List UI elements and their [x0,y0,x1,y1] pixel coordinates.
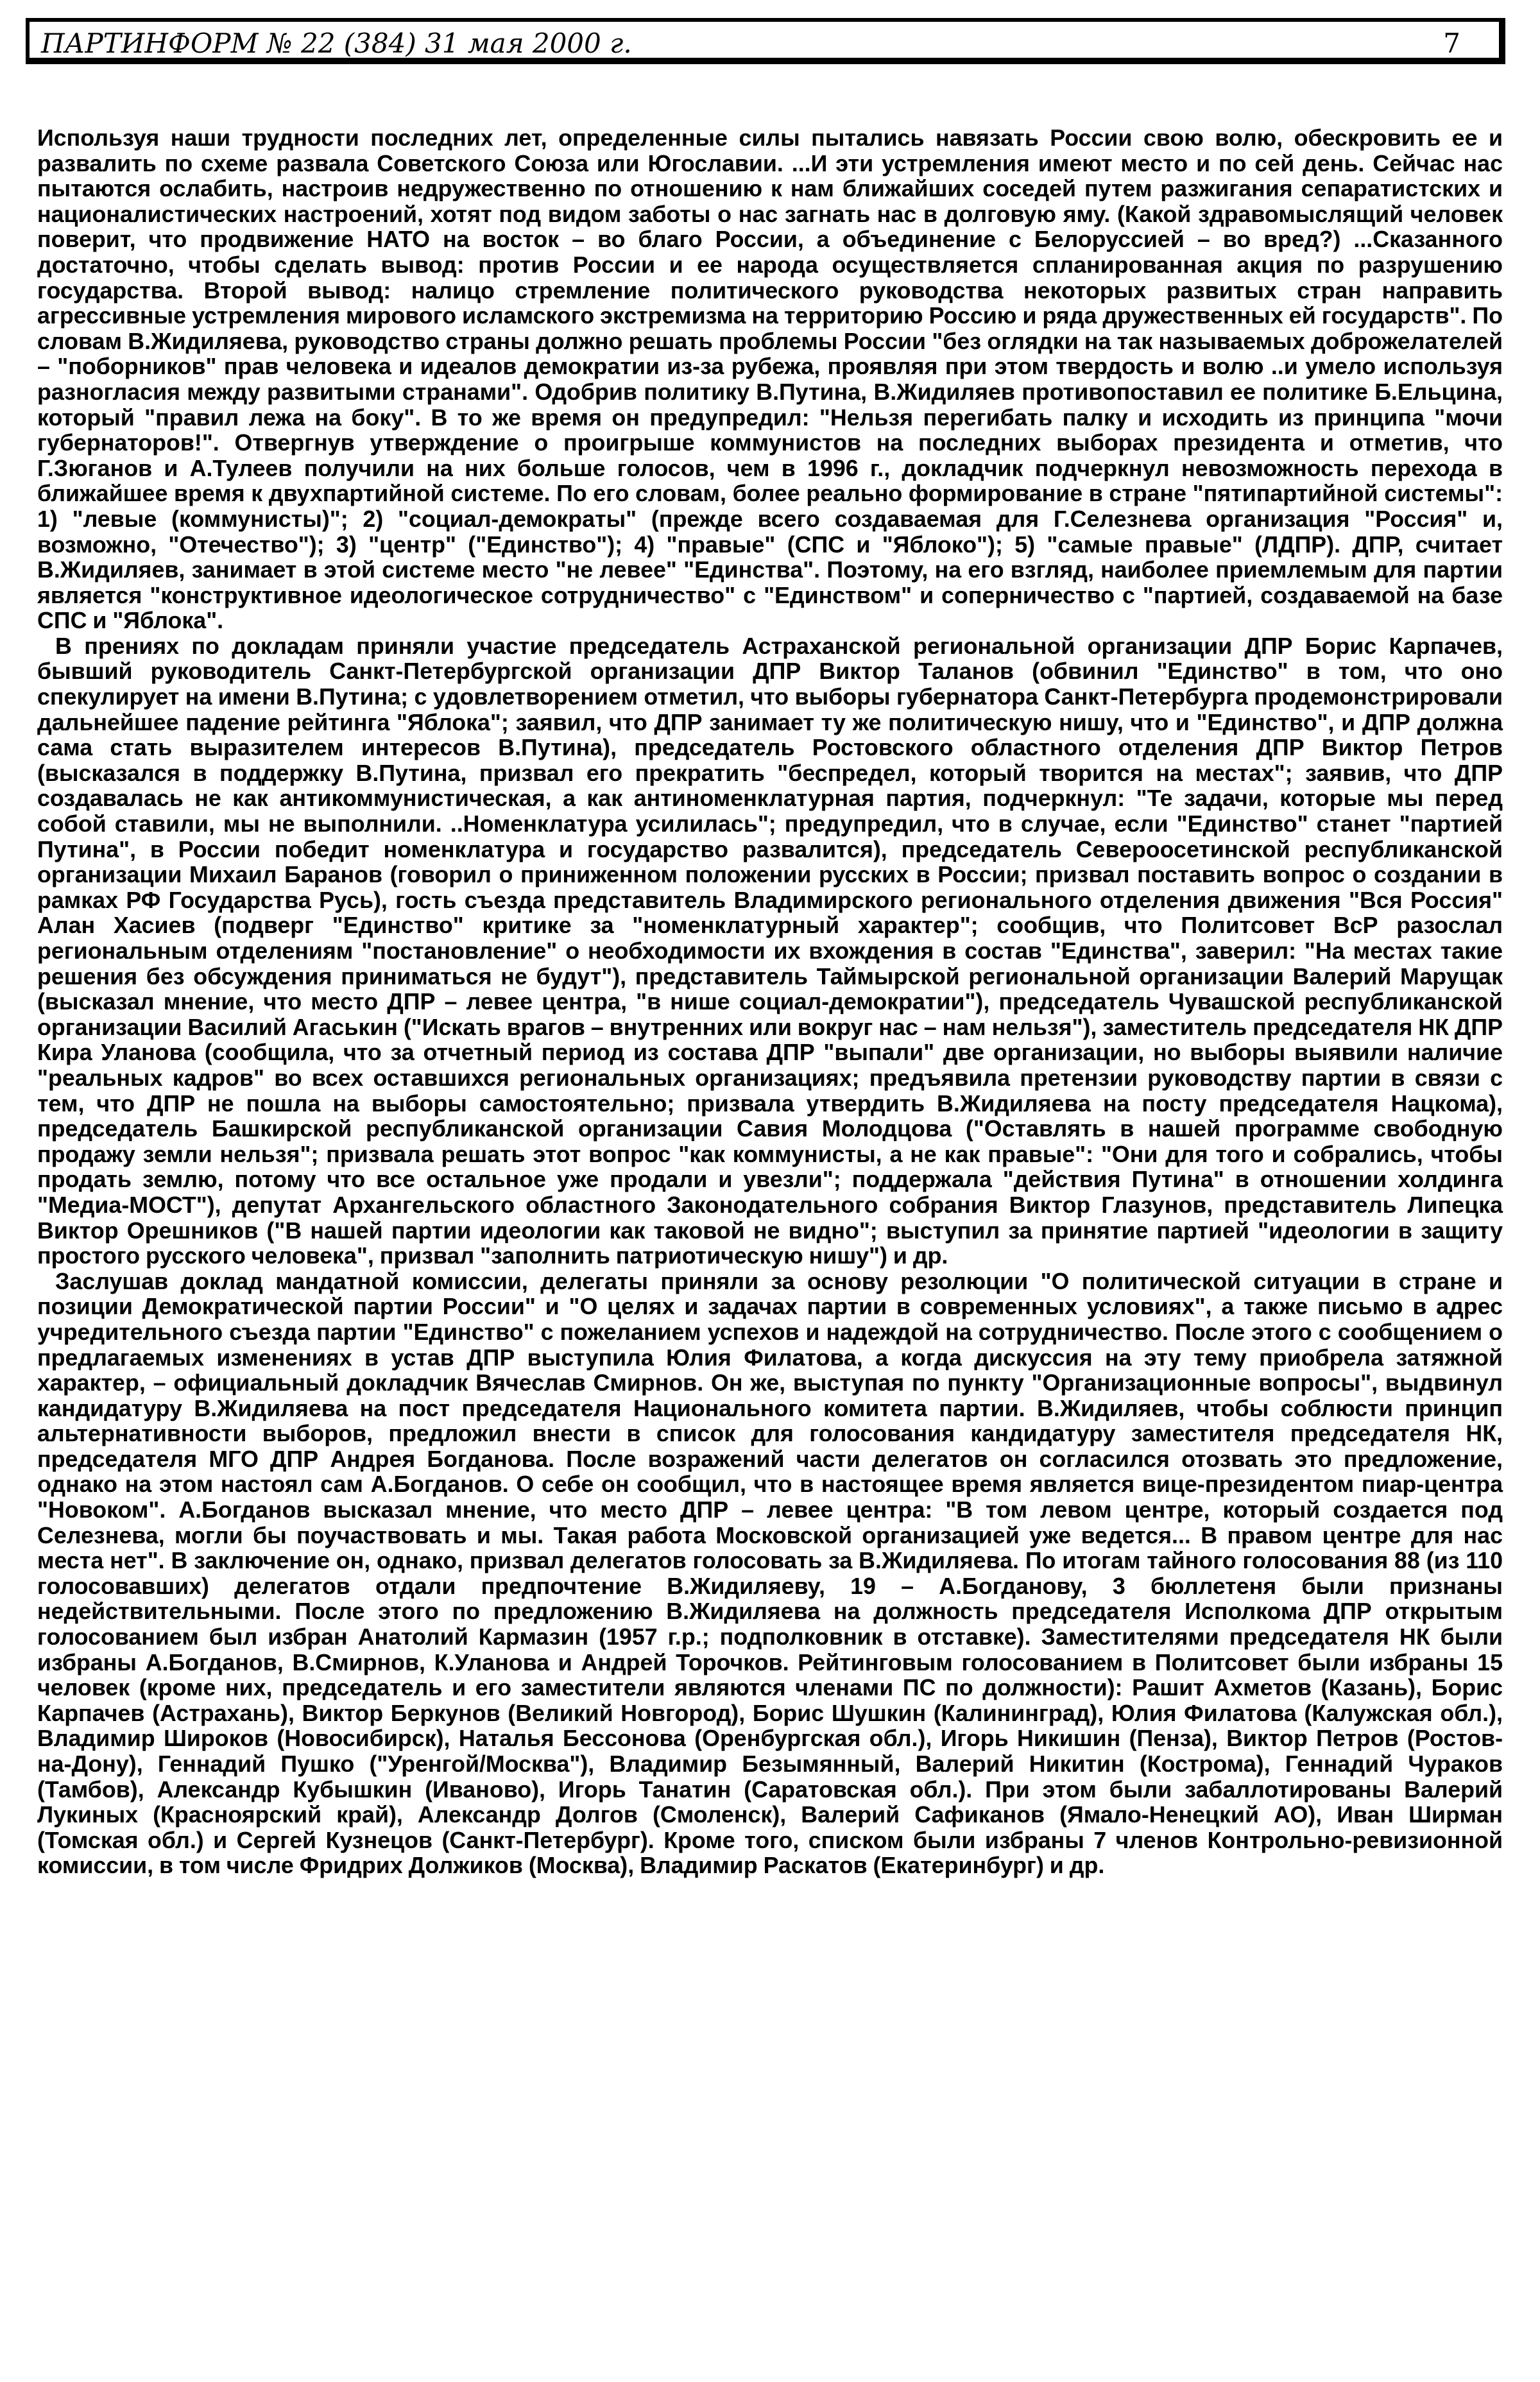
article-paragraph-2: В прениях по докладам приняли участие председатель Астраханской региональной организации ДПР Борис Карпачев, бывший руководитель Санкт-Петербургской организации ДПР Виктор Таланов (обвинил "Единство" в том, что оно спекулирует на имени В.Путина; с удовлетворением отметил, что выборы губернатора Санкт-Петербурга продемонстрировали дальнейшее падение рейтинга "Яблока"; заявил, что ДПР занимает ту же политическую нишу, что и "Единство", и ДПР должна сама стать выразителем интересов В.Путина), председатель Ростовского областного отделения ДПР Виктор Петров (высказался в поддержку В.Путина, призвал его прекратить "беспредел, который творится на местах"; заявив, что ДПР создавалась не как антикоммунистическая, а как антиноменклатурная партия, подчеркнул: "Те задачи, которые мы перед собой ставили, мы не выполнили. ..Номенклатура усилилась"; предупредил, что в случае, если "Единство" станет "партией Путина", в России победит номенклатура и государство развалится), председатель Североосетинской республиканской организации Михаил Баранов (говорил о приниженном положении русских в России; призвал поставить вопрос о создании в рамках РФ Государства Русь), гость съезда представитель Владимирского регионального отделения движения "Вся Россия" Алан Хасиев (подверг "Единство" критике за "номенклатурный характер"; сообщив, что Политсовет ВсР разослал региональным отделениям "постановление" о необходимости их вхождения в состав "Единства", заверил: "На местах такие решения без обсуждения приниматься не будут"), представитель Таймырской региональной организации Валерий Марущак (высказал мнение, что место ДПР – левее центра, "в нише социал-демократии"), председатель Чувашской республиканской организации Василий Агаськин ("Искать врагов – внутренних или вокруг нас – нам нельзя"), заместитель председателя НК ДПР Кира Уланова (сообщила, что за отчетный период из состава ДПР "выпали" две организации, но выборы выявили наличие "реальных кадров" во всех оставшихся региональных организациях; предъявила претензии руководству партии в связи с тем, что ДПР не пошла на выборы самостоятельно; призвала утвердить В.Жидиляева на посту председателя Нацкома), председатель Башкирской республиканской организации Савия Молодцова ("Оставлять в нашей программе свободную продажу земли нельзя"; призвала решать этот вопрос "как коммунисты, а не как правые": "Они для того и собрались, чтобы продать землю, потому что все остальное уже продали и увезли"; поддержала "действия Путина" в отношении холдинга "Медиа-МОСТ"), депутат Архангельского областного Законодательного собрания Виктор Глазунов, представитель Липецка Виктор Орешников ("В нашей партии идеологии как таковой не видно"; выступил за принятие партией "идеологии в защиту простого русского человека", призвал "заполнить патриотическую нишу") и др. [37,633,1503,1269]
article-paragraph-1: Используя наши трудности последних лет, определенные силы пытались навязать России свою волю, обескровить ее и развалить по схеме развала Советского Союза или Югославии. ...И эти устремления имеют место и по сей день. Сейчас нас пытаются ослабить, настроив недружественно по отношению к нам ближайших соседей путем разжигания сепаратистских и националистических настроений, хотят под видом заботы о нас загнать нас в долговую яму. (Какой здравомыслящий человек поверит, что продвижение НАТО на восток – во благо России, а объединение с Белоруссией – во вред?) ...Сказанного достаточно, чтобы сделать вывод: против России и ее народа осуществляется спланированная акция по разрушению государства. Второй вывод: налицо стремление политического руководства некоторых развитых стран направить агрессивные устремления мирового исламского экстремизма на территорию Россию и ряда дружественных ей государств". По словам В.Жидиляева, руководство страны должно решать проблемы России "без оглядки на так называемых доброжелателей – "поборников" прав человека и идеалов демократии из-за рубежа, проявляя при этом твердость и волю ..и умело используя разногласия между развитыми странами". Одобрив политику В.Путина, В.Жидиляев противопоставил ее политике Б.Ельцина, который "правил лежа на боку". В то же время он предупредил: "Нельзя перегибать палку и исходить из принципа "мочи губернаторов!". Отвергнув утверждение о проигрыше коммунистов на последних выборах президента и отметив, что Г.Зюганов и А.Тулеев получили на них больше голосов, чем в 1996 г., докладчик подчеркнул невозможность перехода в ближайшее время к двухпартийной системе. По его словам, более реально формирование в стране "пятипартийной системы": 1) "левые (коммунисты)"; 2) "социал-демократы" (прежде всего создаваемая для Г.Селезнева организация "Россия" и, возможно, "Отечество"); 3) "центр" ("Единство"); 4) "правые" (СПС и "Яблоко"); 5) "самые правые" (ЛДПР). ДПР, считает В.Жидиляев, занимает в этой системе место "не левее" "Единства". Поэтому, на его взгляд, наиболее приемлемым для партии является "конструктивное идеологическое сотрудничество" с "Единством" и соперничество с "партией, создаваемой на базе СПС и "Яблока". [37,125,1503,634]
newsletter-title: ПАРТИНФОРМ № 22 (384) 31 мая 2000 г. [41,28,632,59]
page-number: 7 [1443,28,1460,59]
page-header [26,18,1505,64]
article-paragraph-3: Заслушав доклад мандатной комиссии, делегаты приняли за основу резолюции "О политической ситуации в стране и позиции Демократической партии России" и "О целях и задачах партии в современных условиях", а также письмо в адрес учредительного съезда партии "Единство" с пожеланием успехов и надеждой на сотрудничество. После этого с сообщением о предлагаемых изменениях в устав ДПР выступила Юлия Филатова, а когда дискуссия на эту тему приобрела затяжной характер, – официальный докладчик Вячеслав Смирнов. Он же, выступая по пункту "Организационные вопросы", выдвинул кандидатуру В.Жидиляева на пост председателя Национального комитета партии. В.Жидиляев, чтобы соблюсти принцип альтернативности выборов, предложил внести в список для голосования кандидатуру заместителя председателя НК, председателя МГО ДПР Андрея Богданова. После возражений части делегатов он согласился отозвать это предложение, однако на этом настоял сам А.Богданов. О себе он сообщил, что в настоящее время является вице-президентом пиар-центра "Новоком". А.Богданов высказал мнение, что место ДПР – левее центра: "В том левом центре, который создается под Селезнева, могли бы поучаствовать и мы. Такая работа Московской организацией уже ведется... В правом центре для нас места нет". В заключение он, однако, призвал делегатов голосовать за В.Жидиляева. По итогам тайного голосования 88 (из 110 голосовавших) делегатов отдали предпочтение В.Жидиляеву, 19 – А.Богданову, 3 бюллетеня были признаны недействительными. После этого по предложению В.Жидиляева на должность председателя Исполкома ДПР открытым голосованием был избран Анатолий Кармазин (1957 г.р.; подполковник в отставке). Заместителями председателя НК были избраны А.Богданов, В.Смирнов, К.Уланова и Андрей Торочков. Рейтинговым голосованием в Политсовет были избраны 15 человек (кроме них, председатель и его заместители являются членами ПС по должности): Рашит Ахметов (Казань), Борис Карпачев (Астрахань), Виктор Беркунов (Великий Новгород), Борис Шушкин (Калининград), Юлия Филатова (Калужская обл.), Владимир Широков (Новосибирск), Наталья Бессонова (Оренбургская обл.), Игорь Никишин (Пенза), Виктор Петров (Ростов-на-Дону), Геннадий Пушко ("Уренгой/Москва"), Владимир Безымянный, Валерий Никитин (Кострома), Геннадий Чураков (Тамбов), Александр Кубышкин (Иваново), Игорь Танатин (Саратовская обл.). При этом были забаллотированы Валерий Лукиных (Красноярский край), Александр Долгов (Смоленск), Валерий Сафиканов (Ямало-Ненецкий АО), Иван Ширман (Томская обл.) и Сергей Кузнецов (Санкт-Петербург). Кроме того, списком были избраны 7 членов Контрольно-ревизионной комиссии, в том числе Фридрих Должиков (Москва), Владимир Раскатов (Екатеринбург) и др. [37,1268,1503,1879]
article-body [37,126,1503,1879]
